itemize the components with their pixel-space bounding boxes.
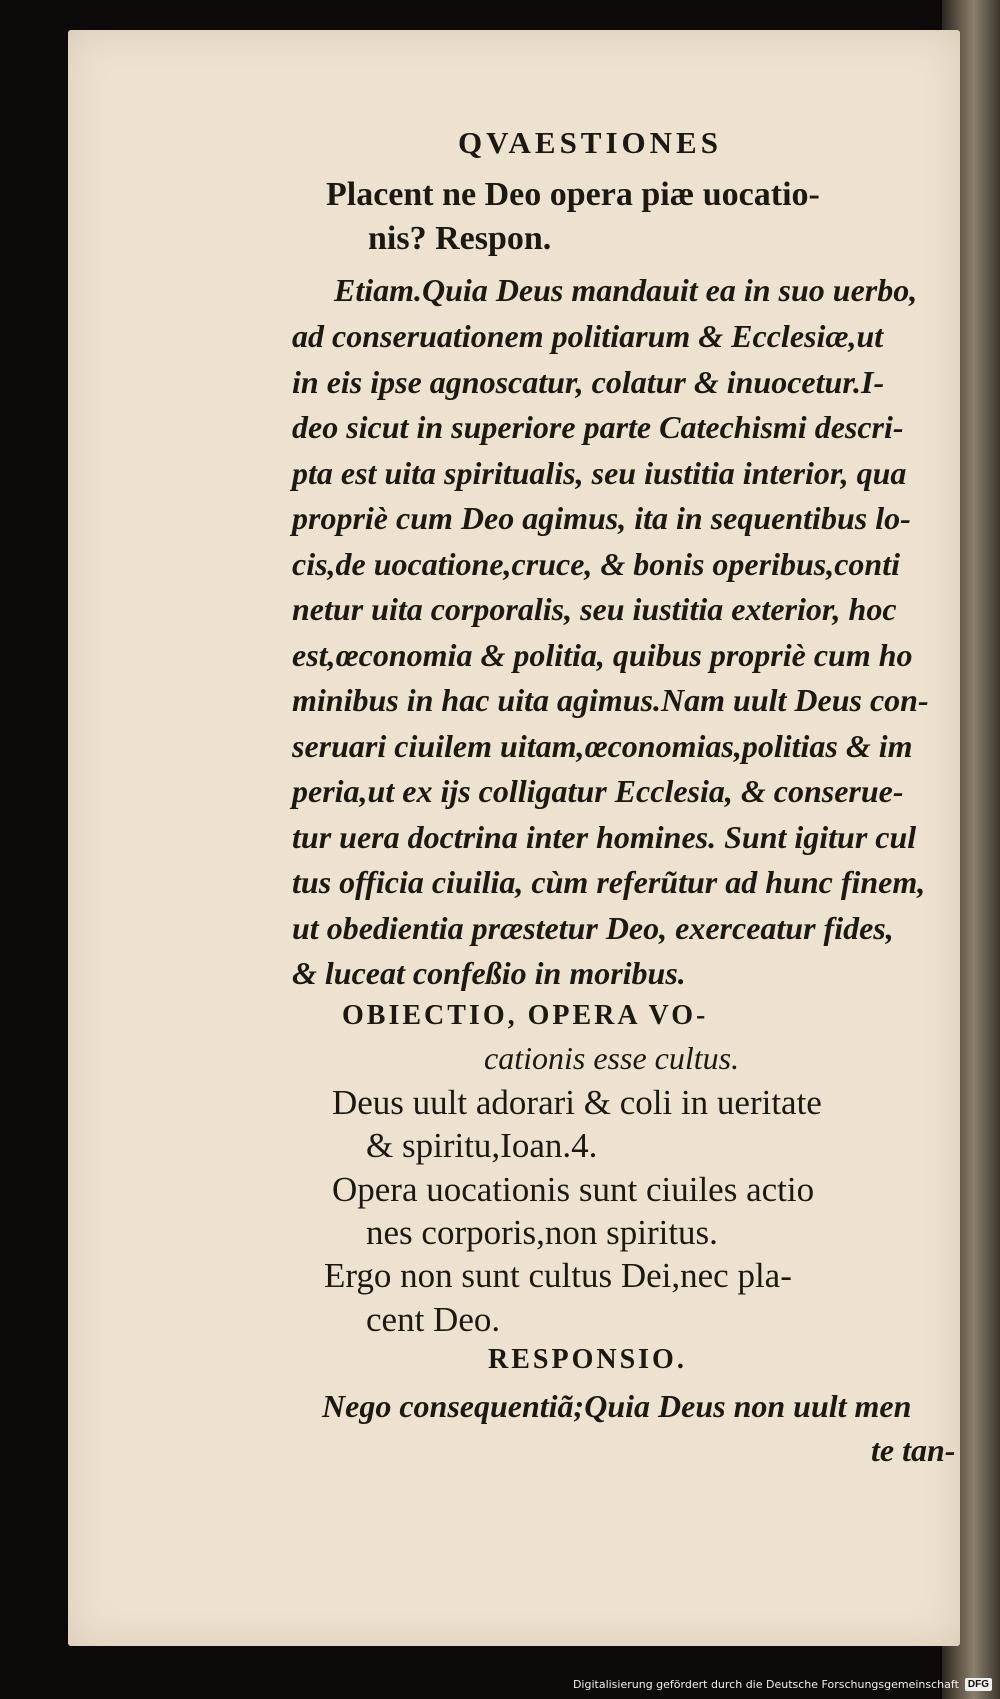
question-line-2: nis? Respon. [368, 220, 552, 257]
response-heading: RESPONSIO. [488, 1344, 687, 1375]
answer-line-7: cis,de uocatione,cruce, & bonis operibus,conti [292, 546, 900, 582]
running-head: QVAESTIONES [458, 125, 722, 160]
question-line-1: Placent ne Deo opera piæ uocatio- [326, 176, 820, 213]
objection-heading-line-2: cationis esse cultus. [484, 1040, 740, 1076]
answer-line-4: deo sicut in superiore parte Catechismi descri- [292, 409, 904, 445]
digitization-footer [573, 1678, 992, 1691]
book-page [68, 30, 960, 1646]
syllogism-line-6: cent Deo. [366, 1300, 501, 1339]
objection-heading-line-1: OBIECTIO, OPERA VO- [342, 1000, 709, 1031]
page-text [68, 30, 960, 1646]
answer-line-1: Etiam.Quia Deus mandauit ea in suo uerbo, [334, 272, 918, 308]
answer-line-5: pta est uita spiritualis, seu iustitia interior, qua [292, 455, 907, 491]
footer-credit: Digitalisierung gefördert durch die Deutsche Forschungsgemeinschaft [572, 1678, 959, 1691]
answer-line-15: ut obedientia præstetur Deo, exerceatur fides, [292, 910, 894, 946]
answer-line-14: tus officia ciuilia, cùm referũtur ad hunc finem, [292, 864, 926, 900]
syllogism-line-5: Ergo non sunt cultus Dei,nec pla- [324, 1256, 792, 1295]
response-line: Nego consequentiã;Quia Deus non uult men [322, 1388, 912, 1424]
answer-line-13: tur uera doctrina inter homines. Sunt igitur cul [292, 819, 917, 855]
answer-line-3: in eis ipse agnoscatur, colatur & inuocetur.I- [292, 364, 885, 400]
answer-line-9: est,œconomia & politia, quibus propriè cum ho [292, 637, 913, 673]
answer-line-8: netur uita corporalis, seu iustitia exterior, hoc [292, 591, 897, 627]
answer-line-16: & luceat confeßio in moribus. [292, 955, 686, 991]
answer-line-2: ad conseruationem politiarum & Ecclesiæ,ut [292, 318, 884, 354]
answer-line-11: seruari ciuilem uitam,œconomias,politias & im [292, 728, 913, 764]
answer-line-12: peria,ut ex ijs colligatur Ecclesia, & conserue- [292, 773, 904, 809]
dfg-logo: DFG [965, 1678, 992, 1691]
syllogism-line-4: nes corporis,non spiritus. [366, 1213, 718, 1252]
answer-line-10: minibus in hac uita agimus.Nam uult Deus con- [292, 682, 929, 718]
catchword: te tan- [871, 1432, 956, 1468]
answer-line-6: propriè cum Deo agimus, ita in sequentibus lo- [292, 500, 911, 536]
syllogism-line-3: Opera uocationis sunt ciuiles actio [332, 1170, 815, 1209]
syllogism-line-2: & spiritu,Ioan.4. [366, 1126, 598, 1165]
syllogism-line-1: Deus uult adorari & coli in ueritate [332, 1083, 822, 1122]
